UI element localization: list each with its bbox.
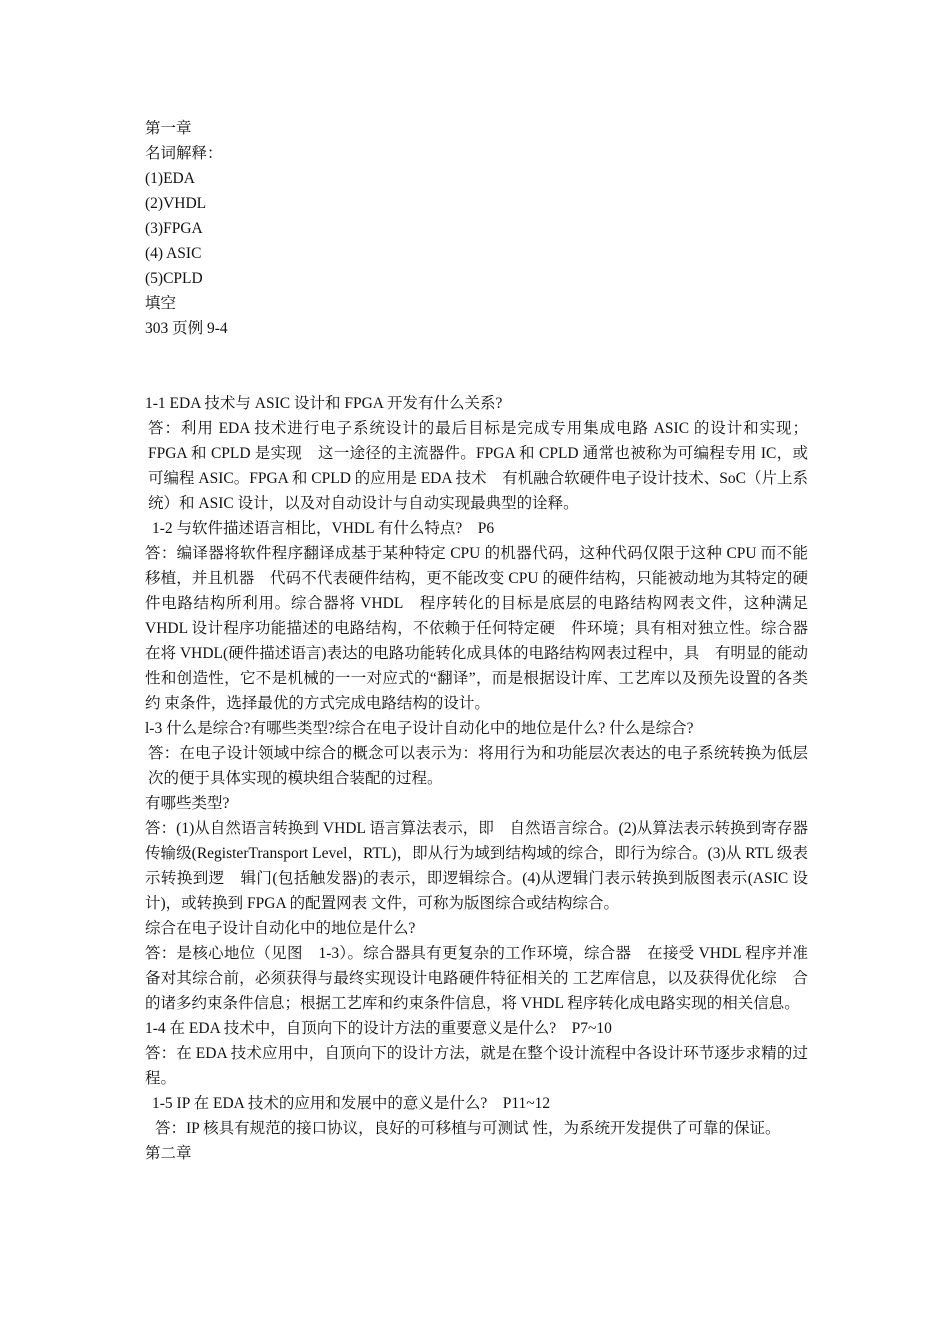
answer-1-3-status: 答：是核心地位（见图 1-3）。综合器具有更复杂的工作环境，综合器 在接受 VHDL 程序并准备对其综合前，必须获得与最终实现设计电路硬件特征相关的 工艺库信息，以及获得优化综 合的诸多约束条件信息；根据工艺库和约束条件信息，将 VHDL 程序转化成电路实现的相关信息。: [145, 945, 808, 1012]
term-item: (3)FPGA: [145, 220, 203, 237]
term-item: (1)EDA: [145, 170, 195, 187]
answer-1-3-definition: 答：在电子设计领域中综合的概念可以表示为：将用行为和功能层次表达的电子系统转换为低层 次的便于具体实现的模块组合装配的过程。: [148, 745, 808, 787]
fill-reference: 303 页例 9-4: [145, 320, 228, 337]
answer-1-3-types: 答：(1)从自然语言转换到 VHDL 语言算法表示，即 自然语言综合。(2)从算法表示转换到寄存器 传输级(RegisterTransport Level，RTL)，即从行为域到结构域的综合，即行为综合。(3)从 RTL 级表示转换到逻 辑门(包括触发器)的表示，即逻辑综合。(4)从逻辑门表示转换到版图表示(ASIC 设计)，或转换到 FPGA 的配置网表 文件，可称为版图综合或结构综合。: [145, 820, 824, 912]
chapter-title: 第一章: [145, 120, 192, 137]
answer-1-5: 答：IP 核具有规范的接口协议，良好的可移植与可测试 性，为系统开发提供了可靠的保证。: [155, 1120, 781, 1137]
subquestion-types: 有哪些类型?: [145, 795, 230, 812]
question-1-4: 1-4 在 EDA 技术中，自顶向下的设计方法的重要意义是什么? P7~10: [145, 1020, 612, 1037]
term-item: (5)CPLD: [145, 270, 203, 287]
chapter-title: 第二章: [145, 1145, 192, 1162]
answer-1-2: 答：编译器将软件程序翻译成基于某种特定 CPU 的机器代码，这种代码仅限于这种 CPU 而不能移植，并且机器 代码不代表硬件结构，更不能改变 CPU 的硬件结构，只能被动地为其特定的硬件电路结构所利用。综合器将 VHDL 程序转化的目标是底层的电路结构网表文件，这种满足 VHDL 设计程序功能描述的电路结构，不依赖于任何特定硬 件环境；具有相对独立性。综合器在将 VHDL(硬件描述语言)表达的电路功能转化成具体的电路结构网表过程中，具 有明显的能动性和创造性，它不是机械的一一对应式的“翻译”，而是根据设计库、工艺库以及预先设置的各类约 束条件，选择最优的方式完成电路结构的设计。: [145, 545, 808, 712]
answer-1-4: 答：在 EDA 技术应用中，自顶向下的设计方法，就是在整个设计流程中各设计环节逐步求精的过程。: [145, 1045, 808, 1087]
term-item: (4) ASIC: [145, 245, 202, 262]
terms-heading: 名词解释：: [145, 145, 223, 162]
fill-heading: 填空: [145, 295, 177, 312]
question-1-2: 1-2 与软件描述语言相比，VHDL 有什么特点? P6: [152, 520, 495, 537]
section-spacer: [145, 341, 808, 391]
question-1-3: l-3 什么是综合?有哪些类型?综合在电子设计自动化中的地位是什么? 什么是综合?: [145, 720, 694, 737]
term-item: (2)VHDL: [145, 195, 207, 212]
answer-1-1: 答：利用 EDA 技术进行电子系统设计的最后目标是完成专用集成电路 ASIC 的设计和实现；FPGA 和 CPLD 是实现 这一途径的主流器件。FPGA 和 CPLD 通常也被称为可编程专用 IC，或可编程 ASIC。FPGA 和 CPLD 的应用是 EDA 技术 有机融合软硬件电子设计技术、SoC（片上系统）和 ASIC 设计，以及对自动设计与自动实现最典型的诠释。: [148, 420, 808, 512]
subquestion-status: 综合在电子设计自动化中的地位是什么?: [145, 920, 416, 937]
question-1-1: 1-1 EDA 技术与 ASIC 设计和 FPGA 开发有什么关系?: [145, 395, 503, 412]
question-1-5: 1-5 IP 在 EDA 技术的应用和发展中的意义是什么? P11~12: [152, 1095, 551, 1112]
document-page: [145, 116, 824, 1166]
